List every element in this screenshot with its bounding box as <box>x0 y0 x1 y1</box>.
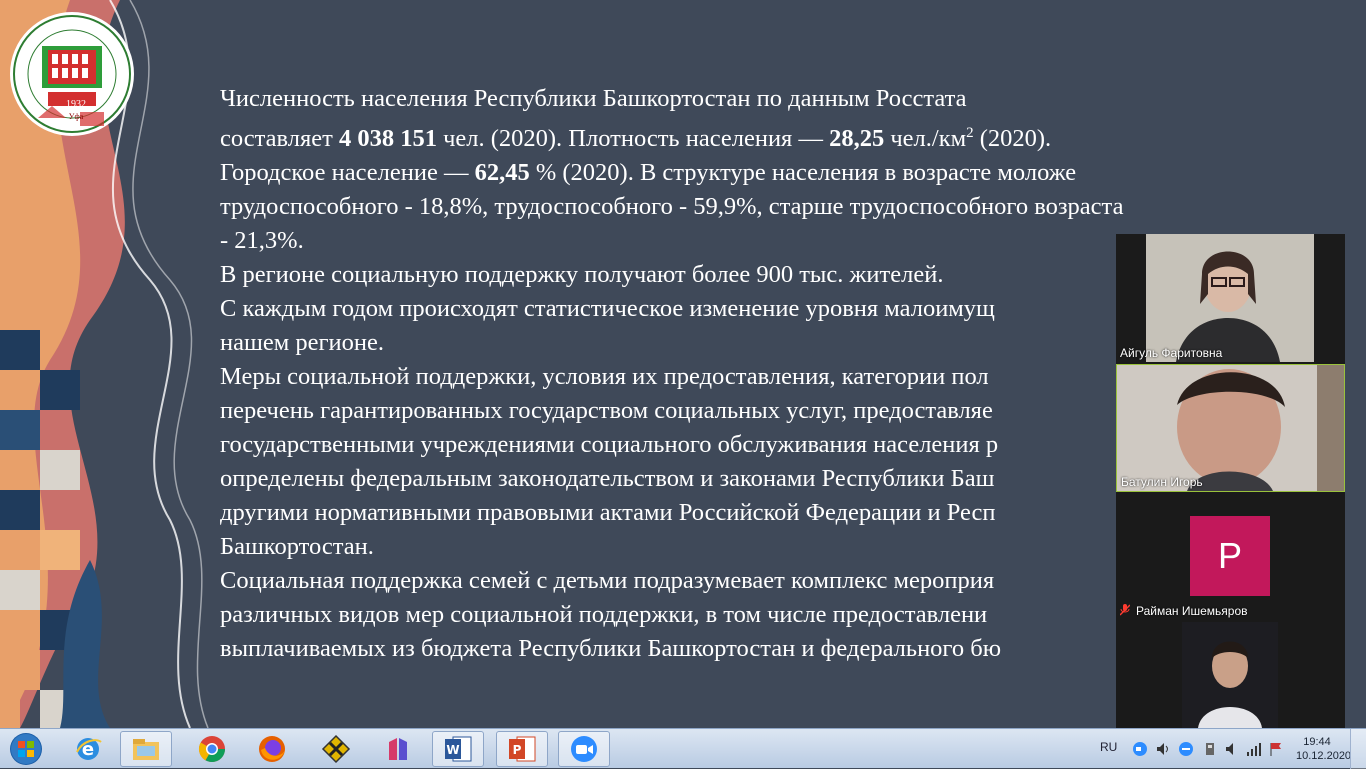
clock-date: 10.12.2020 <box>1296 750 1352 762</box>
participant-video <box>1116 622 1345 728</box>
participant-video <box>1117 365 1344 491</box>
participant-tile-active-speaker[interactable] <box>1116 364 1345 492</box>
slide-line: нашем регионе. <box>220 329 384 357</box>
volume-icon[interactable] <box>1224 741 1240 757</box>
slide-line: Городское население — 62,45 % (2020). В структуре населения в возрасте моложе <box>220 159 1077 187</box>
participant-tile[interactable] <box>1116 234 1345 362</box>
zoom-status-icon[interactable] <box>1178 741 1194 757</box>
participant-name-row <box>1120 604 1248 618</box>
slide-line: Социальная поддержка семей с детьми подразумевает комплекс мероприя <box>220 567 995 595</box>
slide-line: Башкортостан. <box>220 533 374 561</box>
participant-tile[interactable] <box>1116 622 1345 728</box>
usb-device-icon[interactable] <box>1202 741 1218 757</box>
powerpoint-icon[interactable] <box>496 731 548 767</box>
slide-line: В регионе социальную поддержку получают более 900 тыс. жителей. <box>220 261 944 289</box>
slide-line: Численность населения Республики Башкортостан по данным Росстата <box>220 85 967 112</box>
slide-line: составляет 4 038 151 чел. (2020). Плотность населения — 28,25 $чел./км^2$ (2020). <box>220 125 1052 153</box>
participant-name: Райман Ишемьяров <box>1136 604 1248 618</box>
participant-name: Айгуль Фаритовна <box>1120 346 1223 360</box>
slide-line: Меры социальной поддержки, условия их предоставления, категории пол <box>220 363 989 391</box>
slide-line: С каждым годом происходят статистическое изменение уровня малоимущ <box>220 295 995 323</box>
word-icon[interactable] <box>432 731 484 767</box>
logo-city: Уфа <box>68 112 84 121</box>
slide-line: определены федеральным законодательством и законами Республики Баш <box>220 465 995 493</box>
language-indicator[interactable]: RU <box>1100 740 1118 754</box>
chrome-icon[interactable] <box>186 731 238 767</box>
zoom-icon[interactable] <box>558 731 610 767</box>
network-signal-icon[interactable] <box>1246 741 1262 757</box>
slide-line: - 21,3%. <box>220 227 304 255</box>
slide-line: перечень гарантированных государством социальных услуг, предоставляе <box>220 397 993 425</box>
file-explorer-icon[interactable] <box>120 731 172 767</box>
video-gallery-panel[interactable] <box>1116 234 1345 728</box>
svg-text:W: W <box>446 743 460 757</box>
university-logo <box>8 6 136 142</box>
density-value: 28,25 <box>829 125 885 153</box>
app-logo-icon[interactable] <box>372 731 424 767</box>
zoom-tray-icon[interactable] <box>1132 741 1148 757</box>
taskbar <box>0 728 1366 768</box>
svg-text:e: e <box>81 739 95 760</box>
urban-value: 62,45 <box>474 159 530 187</box>
participant-video <box>1116 234 1345 362</box>
slide-line: различных видов мер социальной поддержки, в том числе предоставлени <box>220 601 988 629</box>
clock-time: 19:44 <box>1303 736 1331 748</box>
participant-name: Батулин Игорь <box>1121 475 1203 489</box>
system-clock[interactable] <box>1296 735 1352 763</box>
logo-year: 1932 <box>66 99 86 110</box>
show-desktop-button[interactable] <box>1350 729 1366 769</box>
firefox-icon[interactable] <box>246 731 298 767</box>
participant-avatar: Р <box>1190 516 1270 596</box>
svg-text:P: P <box>512 743 522 757</box>
slide-line: другими нормативными правовыми актами Российской Федерации и Респ <box>220 499 996 527</box>
internet-explorer-icon[interactable] <box>62 731 114 767</box>
slide-line: государственными учреждениями социального обслуживания населения р <box>220 431 999 459</box>
speaker-icon[interactable] <box>1155 741 1171 757</box>
participant-tile[interactable] <box>1116 494 1345 620</box>
microphone-muted-icon <box>1120 604 1130 616</box>
flag-icon[interactable] <box>1268 741 1284 757</box>
slide-line: трудоспособного - 18,8%, трудоспособного - 59,9%, старше трудоспособного возраста <box>220 193 1124 221</box>
start-orb[interactable] <box>4 730 48 768</box>
population-value: 4 038 151 <box>338 125 437 153</box>
slide-line: выплачиваемых из бюджета Республики Башкортостан и федерального бю <box>220 635 1002 663</box>
app-diamond-icon[interactable] <box>310 731 362 767</box>
